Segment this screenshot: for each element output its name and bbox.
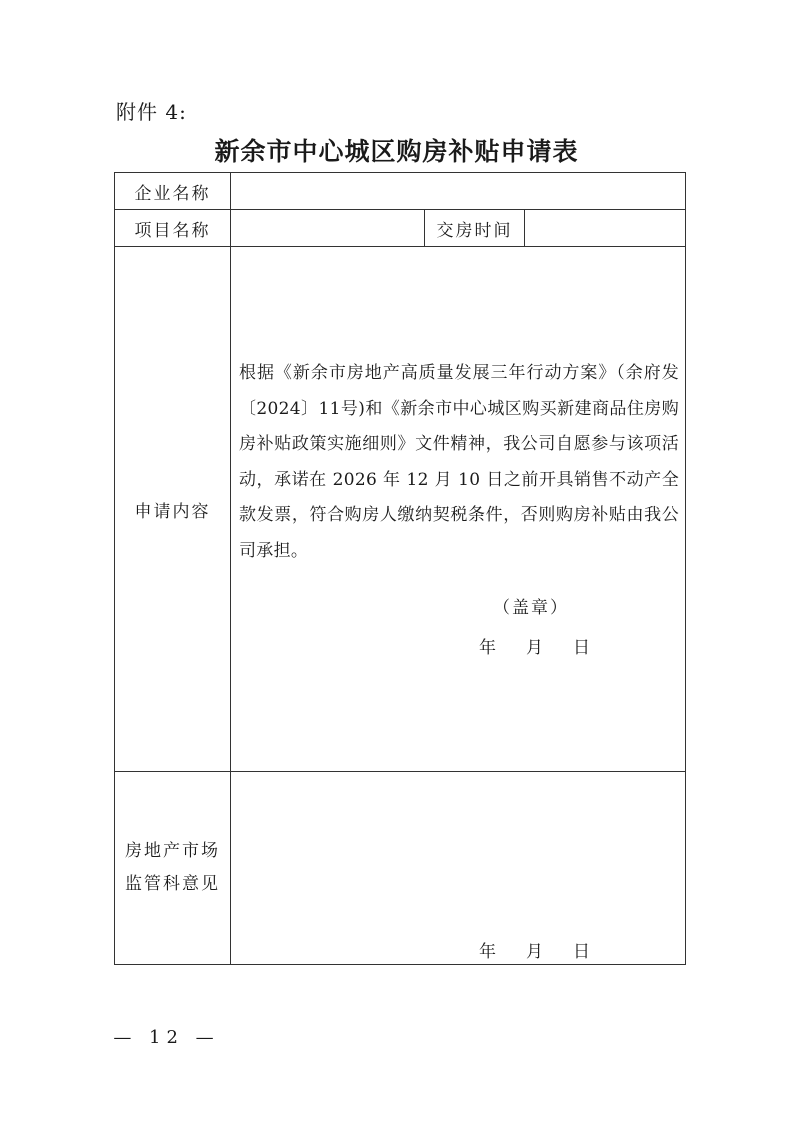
- application-content-label: 申请内容: [115, 247, 231, 772]
- project-name-row: [115, 210, 686, 247]
- project-name-field[interactable]: [231, 210, 425, 247]
- opinion-cell[interactable]: [231, 772, 686, 965]
- company-name-label: 企业名称: [115, 173, 231, 210]
- opinion-label-line1: 房地产市场: [125, 841, 220, 861]
- company-name-field[interactable]: [231, 173, 686, 210]
- application-content-text: 根据《新余市房地产高质量发展三年行动方案》（余府发〔2024〕11号)和《新余市中心城区购买新建商品住房购房补贴政策实施细则》文件精神，我公司自愿参与该项活动，承诺在 2026 年 12 月 10 日之前开具销售不动产全款发票，符合购房人缴纳契税条件，否则购房补贴由我公司承担。: [239, 363, 680, 561]
- attachment-label: 附件 4:: [116, 100, 187, 124]
- date-day: 日: [573, 638, 590, 658]
- delivery-time-field[interactable]: [525, 210, 686, 247]
- application-date: [479, 633, 590, 658]
- date-year: 年: [479, 638, 496, 658]
- delivery-time-label: 交房时间: [425, 210, 525, 247]
- application-form-table: [114, 172, 686, 965]
- opinion-date-year: 年: [479, 942, 496, 962]
- opinion-date-day: 日: [573, 942, 590, 962]
- opinion-label-line2: 监管科意见: [125, 874, 220, 894]
- opinion-date: [479, 937, 590, 962]
- application-content-cell: [231, 247, 686, 772]
- seal-text: （盖章）: [493, 598, 569, 618]
- page-number: — 12 —: [113, 1027, 220, 1048]
- date-month: 月: [526, 638, 543, 658]
- opinion-row: [115, 772, 686, 965]
- opinion-label: [115, 772, 231, 965]
- form-title: 新余市中心城区购房补贴申请表: [214, 137, 579, 166]
- project-name-label: 项目名称: [115, 210, 231, 247]
- application-content-row: [115, 247, 686, 772]
- opinion-date-month: 月: [526, 942, 543, 962]
- company-name-row: [115, 173, 686, 210]
